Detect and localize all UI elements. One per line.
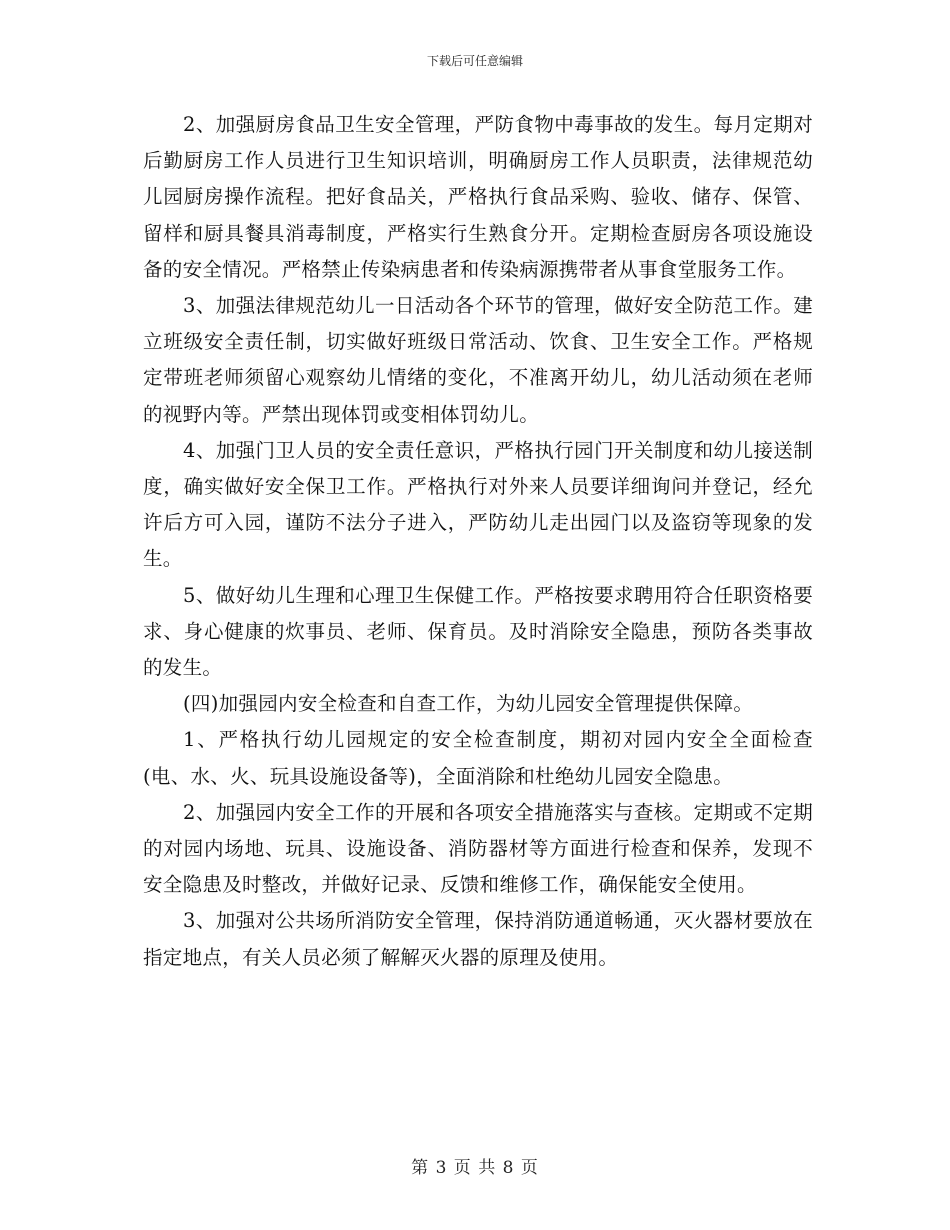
- page-header: 下载后可任意编辑: [426, 54, 523, 68]
- paragraph-fire-safety: 3、加强对公共场所消防安全管理，保持消防通道畅通，灭火器材要放在指定地点，有关人员必须了解解灭火器的原理及使用。: [143, 909, 813, 969]
- paragraph-inspection-implementation: 2、加强园内安全工作的开展和各项安全措施落实与查核。定期或不定期的对园内场地、玩具、设施设备、消防器材等方面进行检查和保养，发现不安全隐患及时整改，并做好记录、反馈和维修工作，确保能安全使用。: [143, 800, 813, 897]
- paragraph-gatekeeper-safety: 4、加强门卫人员的安全责任意识，严格执行园门开关制度和幼儿接送制度，确实做好安全保卫工作。严格执行对外来人员要详细询问并登记，经允许后方可入园，谨防不法分子进入，严防幼儿走出园门以及盗窃等现象的发生。: [143, 438, 813, 571]
- section-heading-inspection: (四)加强园内安全检查和自查工作，为幼儿园安全管理提供保障。: [183, 692, 754, 716]
- paragraph-kitchen-safety: 2、加强厨房食品卫生安全管理，严防食物中毒事故的发生。每月定期对后勤厨房工作人员进行卫生知识培训，明确厨房工作人员职责，法律规范幼儿园厨房操作流程。把好食品关，严格执行食品采购、验收、储存、保管、留样和厨具餐具消毒制度，严格实行生熟食分开。定期检查厨房各项设施设备的安全情况。严格禁止传染病患者和传染病源携带者从事食堂服务工作。: [143, 113, 813, 281]
- document-body: [143, 107, 813, 976]
- paragraph-inspection-system: 1、严格执行幼儿园规定的安全检查制度，期初对园内安全全面检查(电、水、火、玩具设施设备等)，全面消除和杜绝幼儿园安全隐患。: [143, 728, 813, 788]
- paragraph-health-care: 5、做好幼儿生理和心理卫生保健工作。严格按要求聘用符合任职资格要求、身心健康的炊事员、老师、保育员。及时消除安全隐患，预防各类事故的发生。: [143, 583, 813, 680]
- page-number-footer: 第 3 页 共 8 页: [411, 1158, 539, 1178]
- paragraph-daily-activity-safety: 3、加强法律规范幼儿一日活动各个环节的管理，做好安全防范工作。建立班级安全责任制，切实做好班级日常活动、饮食、卫生安全工作。严格规定带班老师须留心观察幼儿情绪的变化，不准离开幼儿，幼儿活动须在老师的视野内等。严禁出现体罚或变相体罚幼儿。: [143, 294, 813, 426]
